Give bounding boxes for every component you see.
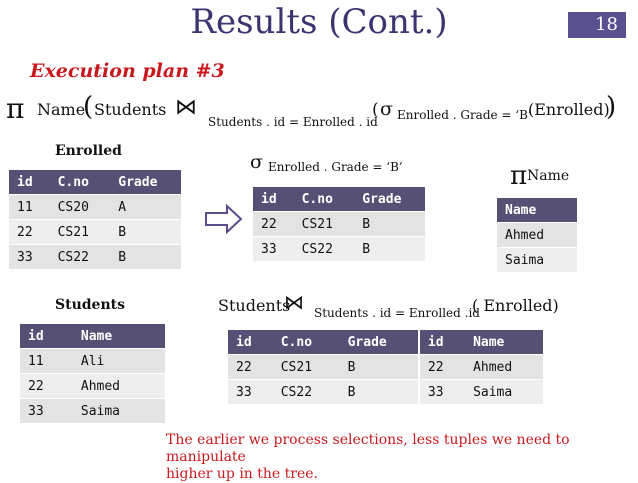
table-row (9, 245, 181, 270)
table-row (497, 223, 577, 248)
projection-name-label: Name (527, 168, 570, 184)
expr-join-condition: Students . id = Enrolled . id (208, 115, 378, 129)
table-cell: 33 (253, 237, 294, 262)
table-cell: CS22 (50, 245, 111, 270)
table-cell: 11 (9, 195, 50, 220)
column-header: C.no (50, 170, 111, 195)
table-row (228, 355, 543, 380)
table-cell: CS20 (50, 195, 111, 220)
table-row (20, 349, 165, 374)
table-cell: CS22 (294, 237, 355, 262)
table-cell: CS21 (273, 355, 340, 380)
expr-close-paren: ) (606, 92, 617, 122)
column-header: Grade (340, 330, 419, 355)
table-header-row (228, 330, 543, 355)
table-cell: 33 (228, 380, 273, 405)
table-cell: 22 (9, 220, 50, 245)
table-row (20, 374, 165, 399)
table-cell: CS21 (50, 220, 111, 245)
table-cell: Ahmed (465, 355, 543, 380)
table-header-row (497, 198, 577, 223)
arrow-right-icon (205, 204, 243, 234)
table-cell: B (340, 355, 419, 380)
table-cell: 22 (253, 212, 294, 237)
column-header: id (9, 170, 50, 195)
slide-title: Results (Cont.) (190, 2, 448, 42)
selected-table (253, 187, 425, 261)
column-header: id (419, 330, 465, 355)
table-cell: CS22 (273, 380, 340, 405)
table-header-row (20, 324, 165, 349)
column-header: C.no (273, 330, 340, 355)
expr-open-paren-2: ( (372, 100, 379, 120)
table-row (9, 195, 181, 220)
table-header-row (253, 187, 425, 212)
projected-table (497, 198, 577, 272)
table-cell: B (110, 245, 181, 270)
table-header-row (9, 170, 181, 195)
table-cell: 22 (228, 355, 273, 380)
table-cell: B (340, 380, 419, 405)
students-label: Students (55, 297, 125, 313)
footer-note-line1: The earlier we process selections, less tuples we need to manipulate (166, 432, 570, 465)
join-expression-label (0, 288, 638, 320)
join-icon: ⋈ (175, 95, 197, 120)
column-header: C.no (294, 187, 355, 212)
join-students-text: Students (218, 296, 291, 315)
table-cell: 22 (20, 374, 73, 399)
column-header: id (228, 330, 273, 355)
expr-open-paren: ( (83, 92, 94, 122)
sigma-symbol-2: σ (250, 151, 263, 173)
table-cell: Ahmed (497, 223, 577, 248)
column-header: Grade (110, 170, 181, 195)
table-row (228, 380, 543, 405)
join-condition-text: Students . id = Enrolled .id (314, 306, 480, 320)
page-number-badge: 18 (568, 12, 626, 38)
pi-symbol-2: π (510, 161, 528, 191)
column-header: id (253, 187, 294, 212)
column-header: Name (465, 330, 543, 355)
table-cell: Saima (497, 248, 577, 273)
table-cell: 33 (9, 245, 50, 270)
expr-projection-attr: Name (37, 100, 86, 119)
expr-enrolled: (Enrolled) (528, 100, 610, 119)
selection-condition-label: Enrolled . Grade = ‘B’ (268, 160, 403, 174)
table-cell: 11 (20, 349, 73, 374)
table-row (253, 237, 425, 262)
pi-symbol: π (6, 92, 25, 125)
expr-selection-condition: Enrolled . Grade = ‘B’ (397, 108, 532, 122)
table-row (253, 212, 425, 237)
table-cell: Ahmed (73, 374, 165, 399)
table-cell: Saima (73, 399, 165, 424)
footer-note (166, 432, 606, 483)
column-header: Name (73, 324, 165, 349)
table-cell: Saima (465, 380, 543, 405)
expr-students: Students (94, 100, 167, 119)
footer-note-line2: higher up in the tree. (166, 466, 318, 482)
relational-expression (0, 88, 638, 128)
table-cell: 22 (419, 355, 465, 380)
table-row (9, 220, 181, 245)
sigma-symbol: σ (380, 98, 393, 120)
join-icon-2: ⋈ (284, 290, 304, 314)
table-cell: Ali (73, 349, 165, 374)
enrolled-label: Enrolled (55, 143, 122, 159)
execution-plan-subtitle: Execution plan #3 (30, 60, 225, 82)
column-header: id (20, 324, 73, 349)
column-header: Grade (354, 187, 425, 212)
joined-table (228, 330, 543, 404)
table-cell: B (110, 220, 181, 245)
table-row (497, 248, 577, 273)
table-cell: B (354, 212, 425, 237)
column-header: Name (497, 198, 577, 223)
table-cell: 33 (419, 380, 465, 405)
students-table (20, 324, 165, 423)
table-cell: A (110, 195, 181, 220)
table-cell: CS21 (294, 212, 355, 237)
table-row (20, 399, 165, 424)
table-cell: B (354, 237, 425, 262)
join-enrolled-text: ( Enrolled) (472, 296, 559, 315)
enrolled-table (9, 170, 181, 269)
table-cell: 33 (20, 399, 73, 424)
